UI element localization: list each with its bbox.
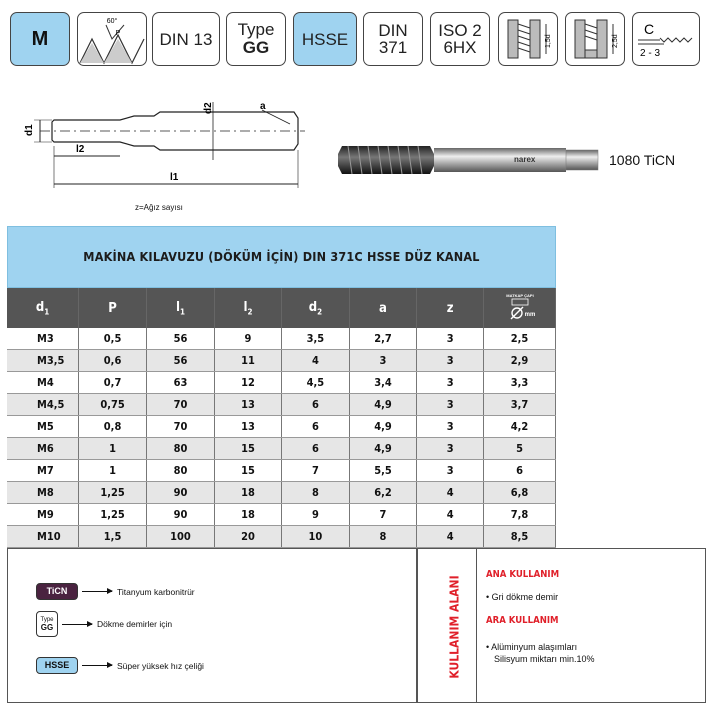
table-row [7,372,556,394]
spec-badges [10,12,700,68]
badge-din371 [363,12,423,66]
secondary-usage-item-1: • Alüminyum alaşımları [486,642,578,652]
badge-din371-line2: 371 [378,38,408,57]
arrow-icon [82,591,112,592]
cell: 4 [417,482,484,504]
through-hole-icon [500,14,556,64]
type-gg-chip [36,611,58,637]
drawing-caption: z=Ağız sayısı [135,203,183,212]
badge-metric [10,12,70,66]
cell: 8 [349,526,417,548]
badge-metric-label: M [31,27,49,50]
table-row [7,350,556,372]
secondary-usage-title: ARA KULLANIM [486,615,559,626]
cell: 6,2 [349,482,417,504]
cell: 3 [417,460,484,482]
cell: M3,5 [7,350,79,372]
badge-din13 [152,12,220,66]
cell: 6 [282,416,350,438]
cell: 4,2 [484,416,556,438]
cell: M8 [7,482,79,504]
cell: 80 [147,460,215,482]
cell: 6 [282,438,350,460]
cell: 3,7 [484,394,556,416]
cell: 0,75 [79,394,147,416]
type-chip-line2: GG [40,622,54,632]
cell: 18 [214,482,281,504]
badge-hsse [293,12,357,66]
cell: 7 [282,460,350,482]
cell: 0,8 [79,416,147,438]
col-header-p: P [79,288,147,328]
cell: M5 [7,416,79,438]
cell: 3 [417,438,484,460]
coating-label: 1080 TiCN [609,152,676,168]
cell: 5,5 [349,460,417,482]
cell: 11 [214,350,281,372]
cell: 3 [417,328,484,350]
cell: M3 [7,328,79,350]
cell: 90 [147,504,215,526]
badge-through-hole [498,12,558,66]
badge-type-gg [226,12,286,66]
dimension-table [7,226,556,548]
cell: 1 [79,460,147,482]
cell: 3 [417,350,484,372]
usage-box [417,548,706,703]
table-title: MAKİNA KILAVUZU (DÖKÜM İÇİN) DIN 371C HSSE DÜZ KANAL [7,226,556,288]
cell: 0,6 [79,350,147,372]
cell: 56 [147,350,215,372]
technical-drawing [10,100,310,215]
cell: 3 [417,372,484,394]
badge-chamfer [632,12,700,66]
cell: 12 [214,372,281,394]
cell: 1,5 [79,526,147,548]
cell: M9 [7,504,79,526]
drill-icon-caption: MATKAP ÇAPI [505,293,534,298]
badge-type-line1: Type [237,19,275,39]
thread-angle-label: 60° [106,18,118,25]
col-header-l2: $l_2$ [214,288,281,328]
cell: 1,25 [79,504,147,526]
cell: 2,9 [484,350,556,372]
cell: M4,5 [7,394,79,416]
cell: 70 [147,416,215,438]
legend-ticn [36,583,195,600]
arrow-icon [82,665,112,666]
cell: 0,7 [79,372,147,394]
badge-iso-line2: 6HX [443,38,477,57]
ticn-chip: TiCN [36,583,78,600]
cell: 80 [147,438,215,460]
cell: 3 [417,394,484,416]
cell: 1 [79,438,147,460]
badge-iso [430,12,490,66]
type-description: Dökme demirler için [97,619,173,629]
tap-tool-icon [338,140,600,180]
cell: 100 [147,526,215,548]
cell: 4 [417,526,484,548]
cell: 6,8 [484,482,556,504]
cell: 6 [484,460,556,482]
cell: 63 [147,372,215,394]
cell: 3 [349,350,417,372]
thread-pitch-label: P [115,30,121,37]
cell: 4,9 [349,394,417,416]
ticn-description: Titanyum karbonitrür [117,586,195,597]
cell: 0,5 [79,328,147,350]
main-usage-title: ANA KULLANIM [486,569,560,580]
cell: 15 [214,438,281,460]
col-header-drill [484,288,556,328]
depth-label-2: 2,5d [612,34,619,48]
main-usage-item: • Gri dökme demir [486,592,559,602]
cell: 10 [282,526,350,548]
cell: 8 [282,482,350,504]
cell: M10 [7,526,79,548]
cell: M4 [7,372,79,394]
label-d2: d2 [203,102,214,114]
badge-hsse-label: HSSE [301,29,349,49]
hsse-description: Süper yüksek hız çeliği [117,660,204,671]
cell: 4,5 [282,372,350,394]
depth-label-1: 1,5d [545,34,552,48]
usage-vertical-label [440,557,470,697]
hsse-chip: HSSE [36,657,78,674]
label-a: a [260,101,266,112]
table-row [7,504,556,526]
cell: 9 [282,504,350,526]
col-header-d1: $d_1$ [7,288,79,328]
chamfer-icon [634,14,698,64]
cell: 18 [214,504,281,526]
cell: 9 [214,328,281,350]
usage-vertical-text: KULLANIM ALANI [448,575,463,679]
badge-type-line2: GG [242,37,270,57]
badge-din371-line1: DIN [378,21,408,40]
drill-icon-unit: mm [524,312,535,318]
drill-diameter-icon [500,291,540,321]
cell: 3 [417,416,484,438]
table-row [7,460,556,482]
cell: 70 [147,394,215,416]
type-chip-line1: Type [40,616,54,623]
usage-divider [476,549,477,702]
tool-brand-label: narex [514,155,536,164]
cell: 3,5 [282,328,350,350]
col-header-a: a [349,288,417,328]
cell: 90 [147,482,215,504]
legend-hsse [36,657,204,674]
cell: 15 [214,460,281,482]
chamfer-c-label: C [644,21,655,37]
badge-din13-label: DIN 13 [159,29,213,49]
cell: 6 [282,394,350,416]
cell: 56 [147,328,215,350]
cell: M7 [7,460,79,482]
legend-type [36,611,172,637]
badge-blind-hole [565,12,625,66]
cell: 7 [349,504,417,526]
table-row [7,328,556,350]
chamfer-range-label: 2 - 3 [640,48,661,59]
secondary-usage-item-2: Silisyum miktarı min.10% [494,654,595,664]
cell: 2,7 [349,328,417,350]
thread-profile-icon [78,13,146,65]
tap-drawing-svg [10,100,310,200]
cell: 2,5 [484,328,556,350]
table-row [7,482,556,504]
badge-iso-line1: ISO 2 [438,21,482,40]
cell: 20 [214,526,281,548]
table-row [7,394,556,416]
cell: M6 [7,438,79,460]
col-header-l1: $l_1$ [147,288,215,328]
cell: 13 [214,394,281,416]
badge-thread-profile [77,12,147,66]
table-row [7,438,556,460]
col-header-d2: $d_2$ [282,288,350,328]
cell: 7,8 [484,504,556,526]
legend-box [7,548,417,703]
blind-hole-icon [567,14,623,64]
cell: 3,3 [484,372,556,394]
cell: 4 [282,350,350,372]
cell: 3,4 [349,372,417,394]
table-row [7,526,556,548]
label-l2: l2 [76,144,85,155]
arrow-icon [62,624,92,625]
table-row [7,416,556,438]
cell: 13 [214,416,281,438]
tool-image [338,140,600,184]
label-d1: d1 [24,124,35,136]
cell: 8,5 [484,526,556,548]
cell: 5 [484,438,556,460]
table-header-row [7,288,556,328]
cell: 4 [417,504,484,526]
cell: 4,9 [349,416,417,438]
cell: 1,25 [79,482,147,504]
cell: 4,9 [349,438,417,460]
label-l1: l1 [170,172,179,183]
col-header-z: z [417,288,484,328]
